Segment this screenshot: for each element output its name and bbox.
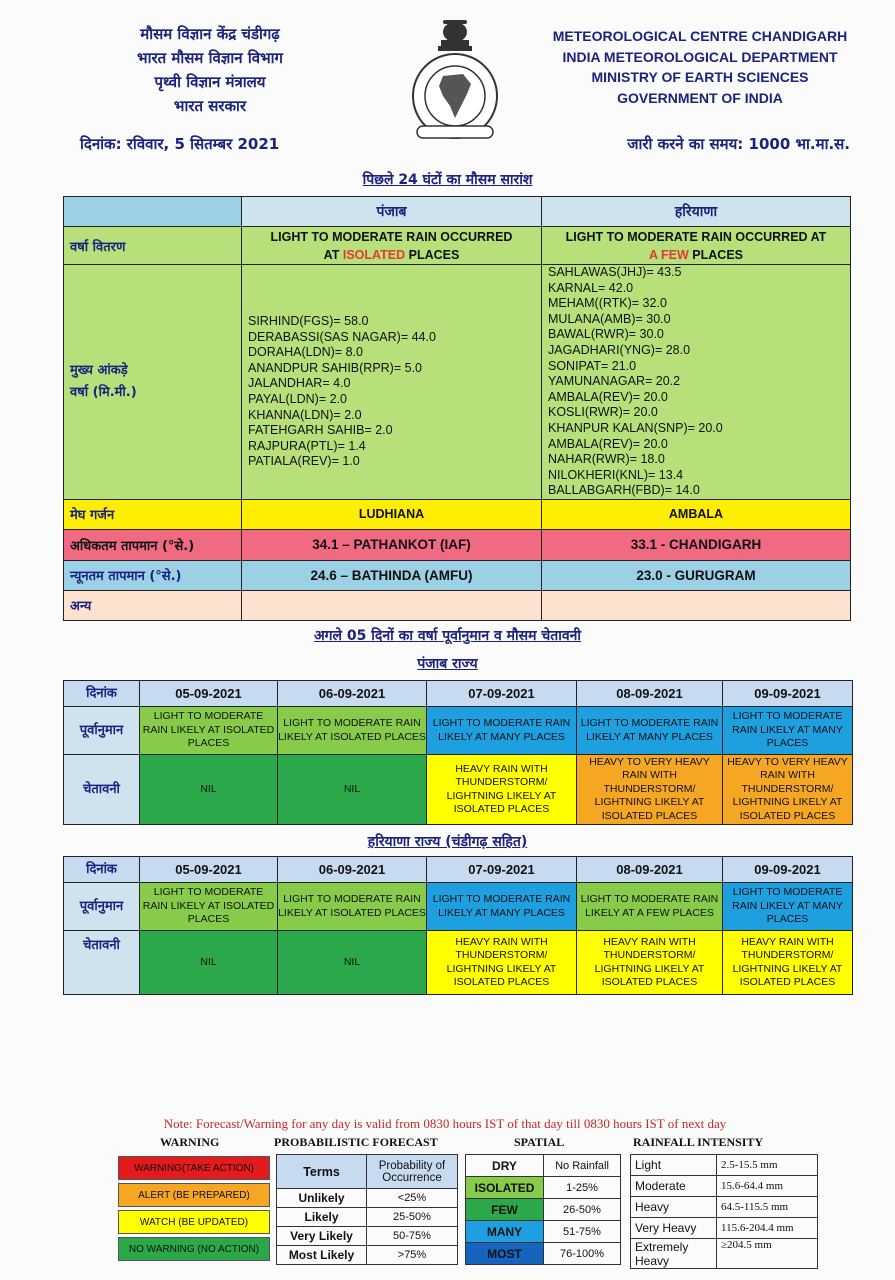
main-rainfall-row <box>64 265 851 500</box>
header-hindi <box>60 22 360 118</box>
max-temp-haryana: 33.1 - CHANDIGARH <box>542 529 851 560</box>
punjab-station: PAYAL(LDN)= 2.0 <box>248 391 347 406</box>
max-temp-row <box>64 529 851 560</box>
haryana-station: KOSLI(RWR)= 20.0 <box>548 405 658 420</box>
punjab-station-list <box>242 265 542 500</box>
haryana-date-1: 05-09-2021 <box>140 857 278 883</box>
haryana-fc-4: LIGHT TO MODERATE RAIN LIKELY AT A FEW PLACES <box>577 883 723 931</box>
thunder-label: मेघ गर्जन <box>64 499 242 529</box>
other-row <box>64 590 851 620</box>
haryana-warn-5: HEAVY RAIN WITH THUNDERSTORM/ LIGHTNING LIKELY AT ISOLATED PLACES <box>723 931 853 995</box>
prob-legend-title: PROBABILISTIC FORECAST <box>274 1135 438 1149</box>
summary-table <box>63 196 851 621</box>
haryana-warn-4: HEAVY RAIN WITH THUNDERSTORM/ LIGHTNING LIKELY AT ISOLATED PLACES <box>577 931 723 995</box>
col-haryana: हरियाणा <box>542 197 851 227</box>
prob-row: Very Likely 50-75% <box>277 1227 458 1246</box>
summary-header-row <box>64 197 851 227</box>
punjab-station: ANANDPUR SAHIB(RPR)= 5.0 <box>248 360 422 375</box>
haryana-station: AMBALA(REV)= 20.0 <box>548 389 668 404</box>
prob-row: Unlikely <25% <box>277 1189 458 1208</box>
punjab-station: DORAHA(LDN)= 8.0 <box>248 345 363 360</box>
english-line-4: GOVERNMENT OF INDIA <box>617 89 783 106</box>
punjab-date-5: 09-09-2021 <box>723 681 853 707</box>
haryana-fc-3: LIGHT TO MODERATE RAIN LIKELY AT MANY PLACES <box>427 883 577 931</box>
haryana-station: SONIPAT= 21.0 <box>548 358 637 373</box>
punjab-fc-4: LIGHT TO MODERATE RAIN LIKELY AT MANY PLACES <box>577 707 723 755</box>
haryana-warning-row <box>64 931 853 995</box>
haryana-date-4: 08-09-2021 <box>577 857 723 883</box>
intensity-row: Very Heavy 115.6-204.4 mm <box>631 1218 818 1239</box>
thunder-row <box>64 499 851 529</box>
english-line-3: MINISTRY OF EARTH SCIENCES <box>591 69 809 85</box>
haryana-station: KARNAL= 42.0 <box>548 280 634 295</box>
intensity-row: Light 2.5-15.5 mm <box>631 1155 818 1176</box>
hindi-line-3: पृथ्वी विज्ञान मंत्रालय <box>154 73 266 91</box>
punjab-date-2: 06-09-2021 <box>278 681 427 707</box>
spatial-legend-title: SPATIAL <box>514 1135 565 1149</box>
thunder-punjab: LUDHIANA <box>242 499 542 529</box>
min-temp-label: न्यूनतम तापमान (°से.) <box>64 560 242 590</box>
haryana-station: AMBALA(REV)= 20.0 <box>548 436 668 451</box>
punjab-station: FATEHGARH SAHIB= 2.0 <box>248 423 393 438</box>
punjab-rain-dist: LIGHT TO MODERATE RAIN OCCURRED AT ISOLATED PLACES <box>242 227 542 265</box>
punjab-title: पंजाब राज्य <box>417 656 478 672</box>
spatial-row: DRY No Rainfall <box>466 1155 621 1177</box>
spatial-row: MOST 76-100% <box>466 1243 621 1265</box>
haryana-warn-2: NIL <box>278 931 427 995</box>
punjab-forecast-row <box>64 707 853 755</box>
punjab-station: JALANDHAR= 4.0 <box>248 376 351 391</box>
prob-legend-table <box>276 1154 458 1265</box>
punjab-warning-row <box>64 755 853 825</box>
haryana-station-list <box>542 265 851 500</box>
intensity-row: Moderate 15.6-64.4 mm <box>631 1176 818 1197</box>
prob-head-prob: Probability of Occurrence <box>367 1155 458 1189</box>
max-temp-punjab: 34.1 – PATHANKOT (IAF) <box>242 529 542 560</box>
spatial-legend-table <box>465 1154 621 1265</box>
other-label: अन्य <box>64 590 242 620</box>
hindi-line-1: मौसम विज्ञान केंद्र चंडीगढ़ <box>140 25 280 43</box>
rain-dist-label: वर्षा वितरण <box>64 227 242 265</box>
min-temp-punjab: 24.6 – BATHINDA (AMFU) <box>242 560 542 590</box>
validity-note: Note: Forecast/Warning for any day is valid from 0830 hours IST of that day till 0830 hours IST of next day <box>163 1116 727 1131</box>
other-punjab <box>242 590 542 620</box>
legend-warning-red: WARNING(TAKE ACTION) <box>118 1156 270 1180</box>
punjab-warn-2: NIL <box>278 755 427 825</box>
haryana-station: YAMUNANAGAR= 20.2 <box>548 374 681 389</box>
punjab-date-4: 08-09-2021 <box>577 681 723 707</box>
imd-logo-icon <box>405 14 505 146</box>
haryana-title: हरियाणा राज्य (चंडीगढ़ सहित) <box>367 834 528 850</box>
summary-title: पिछले 24 घंटों का मौसम सारांश <box>362 172 533 188</box>
punjab-station: SIRHIND(FGS)= 58.0 <box>248 313 369 328</box>
ashoka-emblem-icon <box>438 20 472 51</box>
col-punjab: पंजाब <box>242 197 542 227</box>
haryana-station: BAWAL(RWR)= 30.0 <box>548 327 664 342</box>
haryana-date-5: 09-09-2021 <box>723 857 853 883</box>
haryana-warn-label: चेतावनी <box>64 931 140 995</box>
haryana-forecast-table <box>63 856 853 995</box>
haryana-station: NILOKHERI(KNL)= 13.4 <box>548 467 684 482</box>
punjab-date-label: दिनांक <box>64 681 140 707</box>
haryana-station: MEHAM((RTK)= 32.0 <box>548 296 667 311</box>
punjab-warn-label: चेतावनी <box>64 755 140 825</box>
spatial-row: FEW 26-50% <box>466 1199 621 1221</box>
haryana-forecast-row <box>64 883 853 931</box>
haryana-station: MULANA(AMB)= 30.0 <box>548 311 671 326</box>
legend-alert-orange: ALERT (BE PREPARED) <box>118 1183 270 1207</box>
haryana-fc-1: LIGHT TO MODERATE RAIN LIKELY AT ISOLATED PLACES <box>140 883 278 931</box>
issue-time: जारी करने का समय: 1000 भा.मा.स. <box>627 135 850 153</box>
haryana-date-row <box>64 857 853 883</box>
prob-row: Most Likely >75% <box>277 1246 458 1265</box>
punjab-warn-3: HEAVY RAIN WITH THUNDERSTORM/ LIGHTNING LIKELY AT ISOLATED PLACES <box>427 755 577 825</box>
forecast-title: अगले 05 दिनों का वर्षा पूर्वानुमान व मौसम चेतावनी <box>313 628 582 644</box>
spatial-row: ISOLATED 1-25% <box>466 1177 621 1199</box>
warning-legend-title: WARNING <box>160 1135 220 1149</box>
punjab-station: KHANNA(LDN)= 2.0 <box>248 407 362 422</box>
intensity-legend-table <box>630 1154 818 1269</box>
punjab-fc-5: LIGHT TO MODERATE RAIN LIKELY AT MANY PLACES <box>723 707 853 755</box>
header-english <box>535 26 865 108</box>
haryana-warn-1: NIL <box>140 931 278 995</box>
punjab-station: DERABASSI(SAS NAGAR)= 44.0 <box>248 329 436 344</box>
punjab-fc-label: पूर्वानुमान <box>64 707 140 755</box>
max-temp-label: अधिकतम तापमान (°से.) <box>64 529 242 560</box>
haryana-fc-label: पूर्वानुमान <box>64 883 140 931</box>
punjab-station: PATIALA(REV)= 1.0 <box>248 454 360 469</box>
legend-no-warning-green: NO WARNING (NO ACTION) <box>118 1237 270 1261</box>
spatial-row: MANY 51-75% <box>466 1221 621 1243</box>
punjab-fc-3: LIGHT TO MODERATE RAIN LIKELY AT MANY PLACES <box>427 707 577 755</box>
punjab-warn-4: HEAVY TO VERY HEAVY RAIN WITH THUNDERSTORM/ LIGHTNING LIKELY AT ISOLATED PLACES <box>577 755 723 825</box>
min-temp-row <box>64 560 851 590</box>
haryana-date-2: 06-09-2021 <box>278 857 427 883</box>
haryana-fc-2: LIGHT TO MODERATE RAIN LIKELY AT ISOLATED PLACES <box>278 883 427 931</box>
rain-distribution-row <box>64 227 851 265</box>
prob-row: Likely 25-50% <box>277 1208 458 1227</box>
punjab-station: RAJPURA(PTL)= 1.4 <box>248 438 366 453</box>
haryana-station: JAGADHARI(YNG)= 28.0 <box>548 342 691 357</box>
other-haryana <box>542 590 851 620</box>
english-line-2: INDIA METEOROLOGICAL DEPARTMENT <box>562 48 838 65</box>
haryana-station: SAHLAWAS(JHJ)= 43.5 <box>548 265 682 279</box>
punjab-date-1: 05-09-2021 <box>140 681 278 707</box>
punjab-date-row <box>64 681 853 707</box>
hindi-line-4: भारत सरकार <box>173 97 247 115</box>
intensity-row: Heavy 64.5-115.5 mm <box>631 1197 818 1218</box>
haryana-rain-dist: LIGHT TO MODERATE RAIN OCCURRED AT A FEW PLACES <box>542 227 851 265</box>
haryana-station: KHANPUR KALAN(SNP)= 20.0 <box>548 420 723 435</box>
min-temp-haryana: 23.0 - GURUGRAM <box>542 560 851 590</box>
intensity-legend-title: RAINFALL INTENSITY <box>633 1135 764 1149</box>
prob-head-row <box>277 1155 458 1189</box>
punjab-fc-2: LIGHT TO MODERATE RAIN LIKELY AT ISOLATED PLACES <box>278 707 427 755</box>
punjab-fc-1: LIGHT TO MODERATE RAIN LIKELY AT ISOLATED PLACES <box>140 707 278 755</box>
main-rain-label: मुख्य आंकड़े वर्षा (मि.मी.) <box>64 265 242 500</box>
haryana-station: BALLABGARH(FBD)= 14.0 <box>548 483 700 498</box>
haryana-date-3: 07-09-2021 <box>427 857 577 883</box>
punjab-warn-1: NIL <box>140 755 278 825</box>
punjab-warn-5: HEAVY TO VERY HEAVY RAIN WITH THUNDERSTORM/ LIGHTNING LIKELY AT ISOLATED PLACES <box>723 755 853 825</box>
hindi-line-2: भारत मौसम विज्ञान विभाग <box>137 49 283 67</box>
bulletin-date: दिनांक: रविवार, 5 सितम्बर 2021 <box>80 135 280 153</box>
intensity-row: Extremely Heavy ≥204.5 mm <box>631 1239 818 1269</box>
haryana-station: NAHAR(RWR)= 18.0 <box>548 452 665 467</box>
thunder-haryana: AMBALA <box>542 499 851 529</box>
punjab-date-3: 07-09-2021 <box>427 681 577 707</box>
haryana-date-label: दिनांक <box>64 857 140 883</box>
haryana-warn-3: HEAVY RAIN WITH THUNDERSTORM/ LIGHTNING LIKELY AT ISOLATED PLACES <box>427 931 577 995</box>
punjab-forecast-table <box>63 680 853 825</box>
haryana-fc-5: LIGHT TO MODERATE RAIN LIKELY AT MANY PLACES <box>723 883 853 931</box>
legend-watch-yellow: WATCH (BE UPDATED) <box>118 1210 270 1234</box>
header-blank-cell <box>64 197 242 227</box>
english-line-1: METEOROLOGICAL CENTRE CHANDIGARH <box>552 28 848 44</box>
prob-head-terms: Terms <box>277 1155 367 1189</box>
